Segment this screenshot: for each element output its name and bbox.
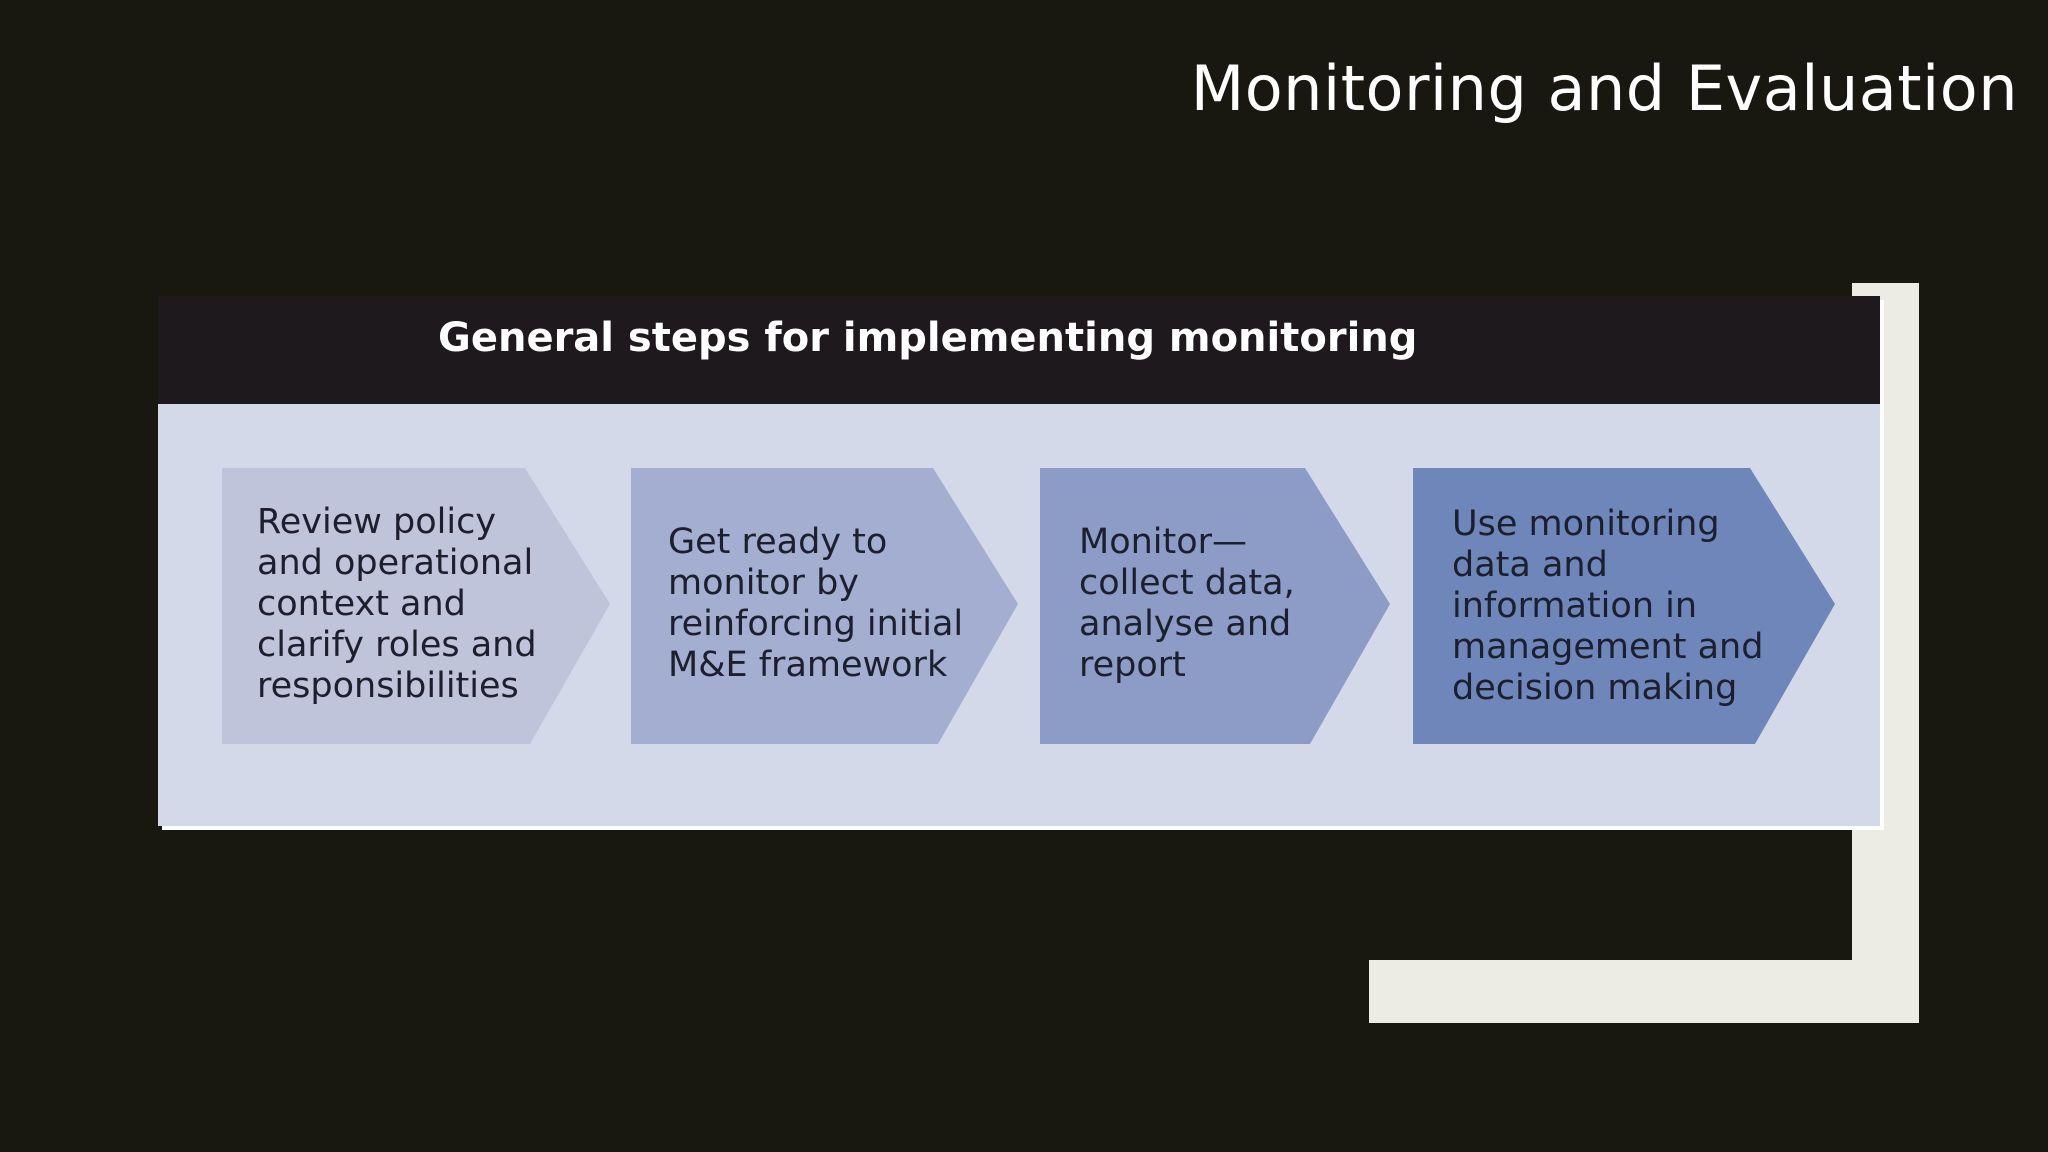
diagram-title: General steps for implementing monitoring bbox=[438, 315, 1418, 361]
step-label-3: Monitor— collect data, analyse and report bbox=[1079, 522, 1295, 685]
step-label-4: Use monitoring data and information in management and decision making bbox=[1452, 504, 1764, 708]
diagram-header bbox=[158, 296, 1880, 404]
diagram-panel bbox=[158, 296, 1880, 826]
step-label-1: Review policy and operational context and clarify roles and responsibilities bbox=[257, 502, 537, 706]
slide-title: Monitoring and Evaluation bbox=[1190, 52, 2018, 125]
process-steps bbox=[158, 404, 1880, 826]
step-label-2: Get ready to monitor by reinforcing initial M&E framework bbox=[668, 522, 964, 685]
